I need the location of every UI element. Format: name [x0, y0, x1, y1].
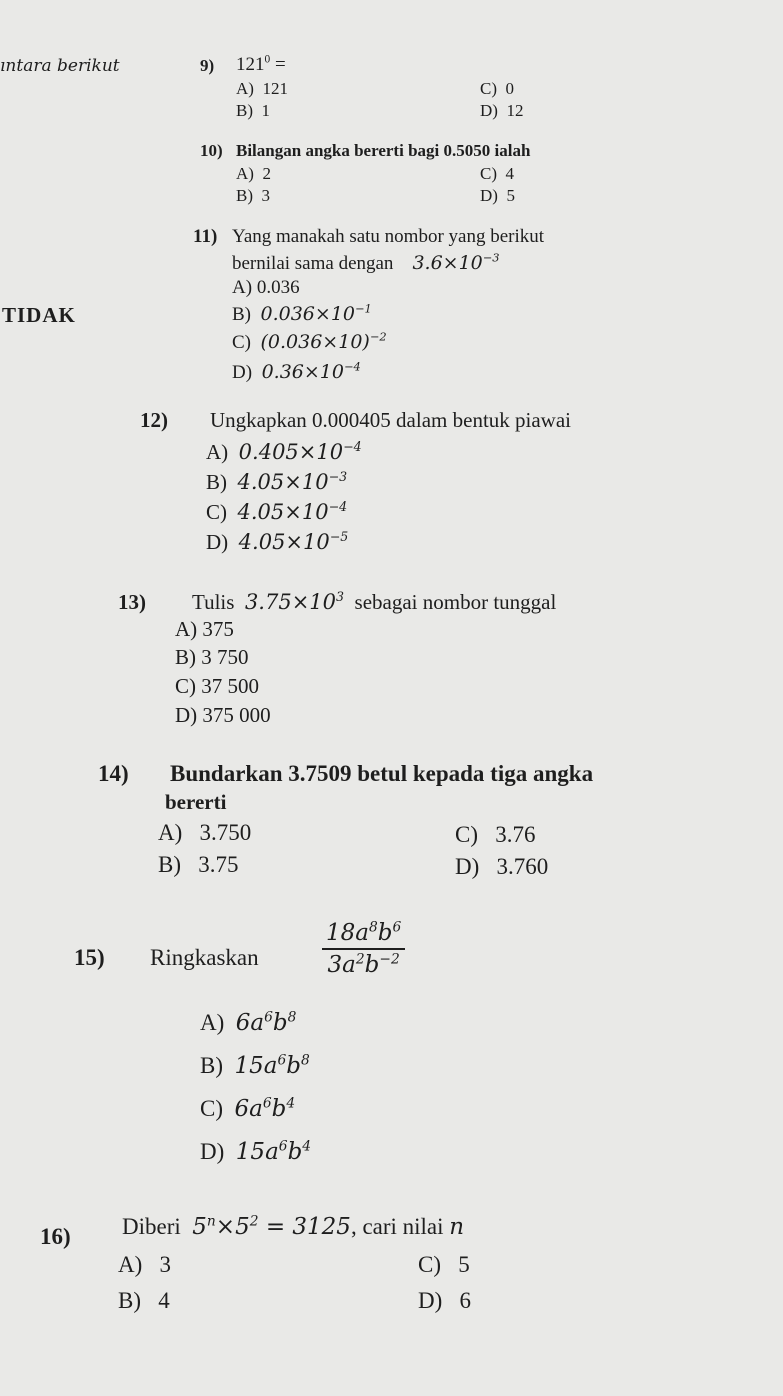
question-text-line2: bererti: [165, 790, 227, 814]
expr-exponent: 0: [264, 53, 271, 66]
option-letter: A): [236, 79, 254, 98]
option-letter: B): [232, 304, 251, 325]
option-text: 3: [261, 186, 270, 205]
option-c: [175, 674, 259, 699]
question-text: bernilai sama dengan: [232, 253, 394, 274]
exponent: 6: [264, 1009, 273, 1026]
question-number: 14): [98, 761, 129, 786]
option-a: [175, 617, 234, 642]
option-d: [206, 530, 348, 555]
option-letter: D): [418, 1288, 443, 1313]
option-a: [206, 440, 362, 465]
option-letter: D): [480, 186, 498, 205]
option-exponent: −4: [343, 439, 362, 454]
option-text: 5: [458, 1252, 470, 1277]
option-text: 12: [506, 101, 524, 120]
option-a: [236, 164, 271, 184]
option-exponent: −2: [369, 329, 387, 344]
option-text: 375: [202, 617, 234, 641]
option-letter: C): [232, 332, 251, 353]
option-letter: D): [455, 854, 480, 879]
option-text: 121: [262, 79, 288, 98]
option-b: [232, 303, 372, 326]
exponent: 6: [277, 1052, 287, 1069]
option-text: 4: [158, 1288, 170, 1313]
question-text-after: sebagai nombor tunggal: [354, 590, 557, 614]
question-number: 10): [200, 141, 223, 160]
option-text: 3.750: [199, 820, 252, 845]
expr-base: 5: [235, 1214, 250, 1240]
option-text: 1: [261, 101, 270, 120]
option-letter: A): [175, 617, 198, 641]
option-a: [118, 1252, 171, 1278]
question-text-line1: Yang manakah satu nombor yang berikut: [232, 226, 545, 247]
question-text-after: , cari nilai: [350, 1214, 444, 1239]
exponent: 2: [355, 951, 365, 968]
coefficient: 3: [327, 952, 343, 978]
coefficient: 6: [234, 1096, 250, 1122]
option-c: [480, 164, 514, 184]
question-expression: [192, 1214, 351, 1240]
expr-base: 121: [236, 54, 265, 75]
option-b: [118, 1288, 170, 1314]
option-a: [232, 277, 300, 299]
option-letter: A): [158, 820, 183, 845]
option-c: [480, 79, 514, 99]
option-text: 37 500: [201, 674, 259, 698]
fraction-numerator: [322, 920, 405, 950]
option-b: [175, 645, 249, 670]
expr-exponent: n: [206, 1213, 216, 1230]
option-base: 0.36×10: [261, 361, 344, 383]
question-text: [122, 1214, 464, 1240]
option-exponent: −5: [329, 529, 349, 544]
question-text-before: Diberi: [122, 1214, 181, 1239]
option-exponent: −4: [343, 359, 361, 374]
option-letter: B): [236, 101, 253, 120]
question-number: 13): [118, 590, 146, 614]
option-text: 375 000: [202, 703, 271, 727]
option-c: [455, 822, 536, 848]
option-exponent: −1: [355, 301, 372, 316]
option-letter: D): [232, 362, 253, 383]
coefficient: 15: [234, 1053, 264, 1079]
option-c: C) $6a^6b^4$: [200, 1095, 296, 1122]
option-a: A) $6a^6b^8$: [200, 1009, 297, 1036]
option-letter: B): [118, 1288, 141, 1313]
option-letter: C): [175, 674, 196, 698]
option-base: 0.036×10: [260, 303, 355, 325]
option-b: [236, 101, 270, 121]
expr-exponent: −3: [482, 250, 500, 265]
question-text: [192, 590, 556, 615]
exponent: 4: [286, 1095, 296, 1112]
option-letter: C): [480, 164, 497, 183]
exponent: 6: [262, 1095, 272, 1112]
coefficient: 18: [326, 920, 356, 946]
exponent: 8: [301, 1052, 310, 1069]
question-fraction: [322, 920, 405, 978]
option-letter: A): [236, 164, 254, 183]
expr-exponent: 3: [336, 589, 345, 604]
option-base: 4.05×10: [237, 470, 329, 494]
option-letter: B): [206, 470, 227, 494]
option-letter: D): [175, 703, 198, 727]
option-text: 3.76: [495, 822, 536, 847]
option-base: (0.036×10): [260, 331, 370, 353]
expr-equals: = 3125: [265, 1214, 351, 1240]
option-base: 4.05×10: [237, 500, 329, 524]
question-expression: [236, 54, 286, 76]
option-letter: A): [118, 1252, 143, 1277]
option-d: D) $15a^6b^4$: [200, 1138, 312, 1165]
option-letter: B): [236, 186, 253, 205]
option-text: 3.760: [496, 854, 549, 879]
question-text-line2: [232, 252, 500, 275]
option-letter: C): [200, 1096, 223, 1121]
option-c: [232, 331, 387, 354]
fraction-denominator: [322, 950, 405, 978]
question-text-line1: Bundarkan 3.7509 betul kepada tiga angka: [170, 761, 594, 786]
option-c: [206, 500, 347, 525]
question-text: Ringkaskan: [150, 945, 259, 970]
option-d: [455, 854, 548, 880]
option-letter: C): [480, 79, 497, 98]
option-text: 2: [262, 164, 271, 183]
question-text: Bilangan angka bererti bagi 0.5050 ialah: [236, 141, 531, 160]
option-letter: B): [158, 852, 181, 877]
expr-base: 3.6×10: [412, 252, 483, 274]
option-c: [418, 1252, 470, 1278]
expr-exponent: 2: [249, 1213, 259, 1230]
option-base: 4.05×10: [238, 530, 330, 554]
question-number: 15): [74, 945, 105, 970]
question-number: 9): [200, 56, 215, 75]
exponent: 8: [369, 919, 378, 936]
option-d: [232, 361, 361, 384]
question-expression: [245, 590, 344, 614]
exponent: 8: [287, 1009, 297, 1026]
option-d: [418, 1288, 471, 1314]
question-text: Ungkapkan 0.000405 dalam bentuk piawai: [210, 408, 571, 432]
option-d: [175, 703, 271, 728]
variable: a: [355, 920, 369, 946]
option-text: 5: [506, 186, 515, 205]
expr-times: ×: [215, 1214, 236, 1240]
option-letter: C): [418, 1252, 441, 1277]
expr-base: 3.75×10: [244, 590, 337, 614]
option-b: [236, 186, 270, 206]
option-b: B) $15a^6b^8$: [200, 1052, 310, 1079]
option-exponent: −4: [328, 499, 348, 514]
option-letter: A): [206, 440, 229, 464]
question-number: 16): [40, 1224, 71, 1249]
option-a: [236, 79, 288, 99]
option-text: 0: [505, 79, 514, 98]
option-text: 4: [505, 164, 514, 183]
exponent: −2: [379, 951, 400, 968]
exponent: 6: [392, 919, 402, 936]
option-letter: C): [206, 500, 227, 524]
option-letter: A): [232, 277, 253, 298]
variable: n: [449, 1214, 465, 1240]
option-letter: C): [455, 822, 478, 847]
exponent: 4: [302, 1138, 312, 1155]
variable: b: [364, 952, 380, 978]
question-number: 12): [140, 408, 168, 432]
option-d: [480, 101, 523, 121]
option-letter: B): [200, 1053, 223, 1078]
option-a: [158, 820, 251, 846]
variable: a: [342, 952, 356, 978]
variable: b: [377, 920, 393, 946]
option-letter: D): [480, 101, 498, 120]
exponent: 6: [278, 1138, 288, 1155]
option-text: 3 750: [201, 645, 249, 669]
option-letter: D): [200, 1139, 225, 1164]
question-number: 11): [193, 226, 218, 247]
expr-base: 5: [192, 1214, 207, 1240]
tidak-label: TIDAK: [2, 303, 76, 327]
question-expression: [412, 252, 499, 274]
option-text: 0.036: [256, 277, 300, 298]
option-exponent: −3: [328, 469, 348, 484]
option-b: [206, 470, 347, 495]
header-fragment: ıntara berikut: [0, 56, 120, 76]
option-text: 3.75: [198, 852, 239, 877]
option-b: [158, 852, 239, 878]
expr-tail: =: [270, 54, 286, 75]
option-letter: D): [206, 530, 229, 554]
option-base: 0.405×10: [238, 440, 344, 464]
option-text: 6: [459, 1288, 472, 1313]
coefficient: 15: [235, 1139, 266, 1165]
option-letter: B): [175, 645, 196, 669]
option-d: [480, 186, 515, 206]
question-text-before: Tulis: [192, 590, 235, 614]
option-text: 3: [159, 1252, 172, 1277]
option-letter: A): [200, 1010, 225, 1035]
coefficient: 6: [235, 1010, 251, 1036]
